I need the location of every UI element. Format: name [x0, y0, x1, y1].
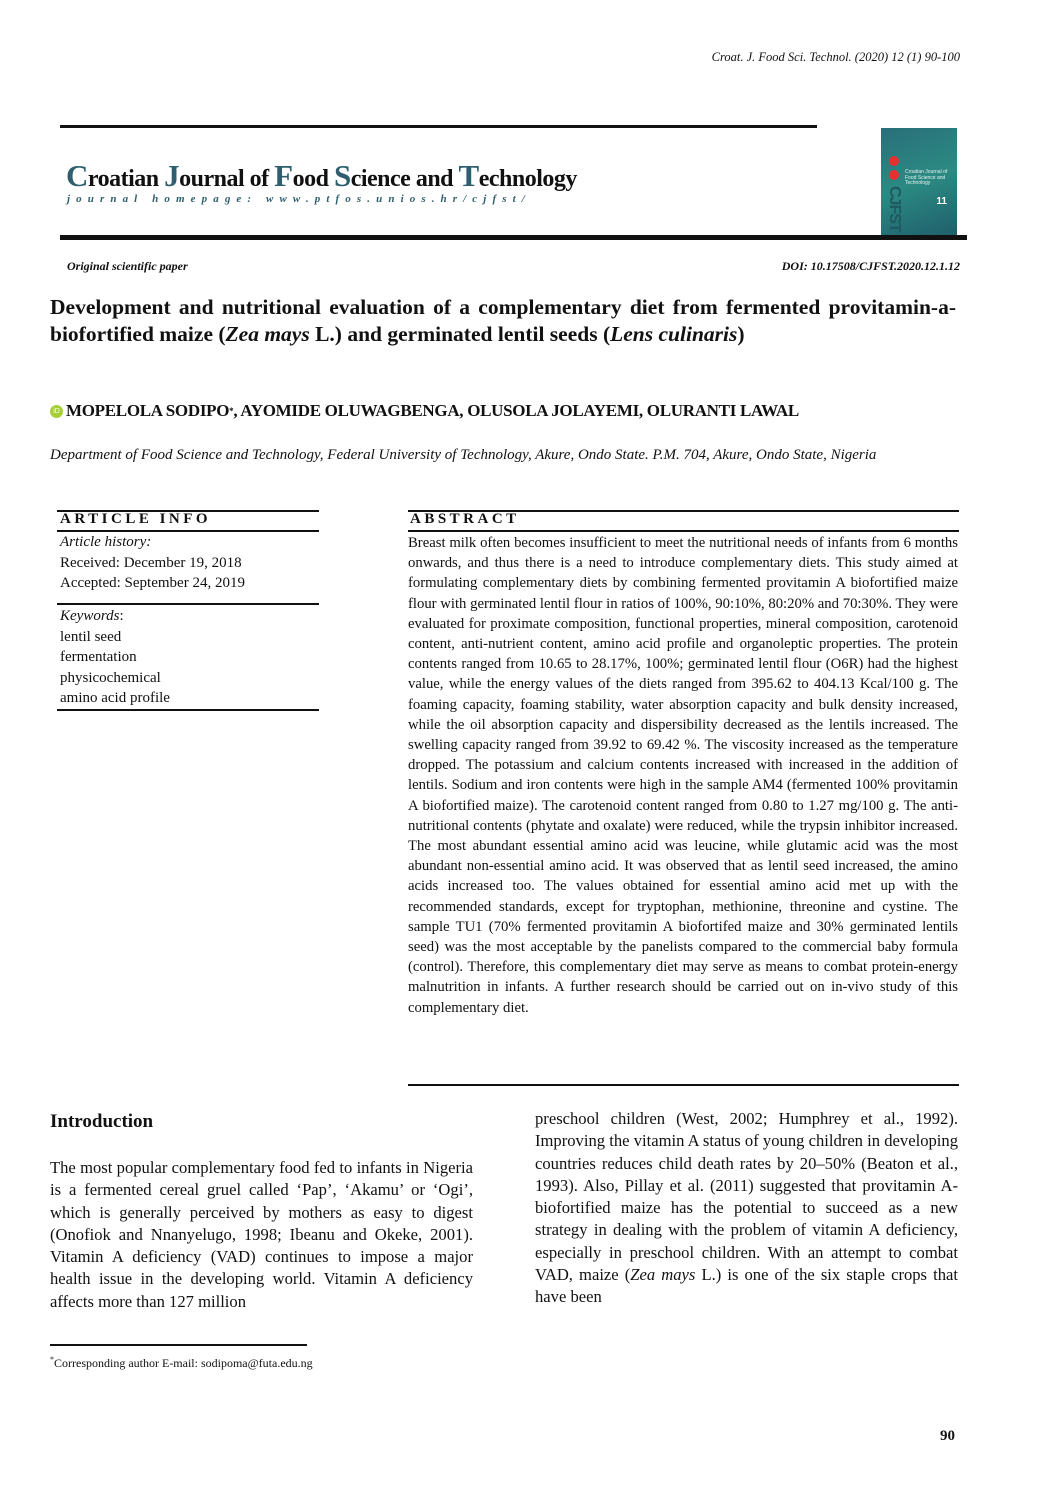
intro-left-column: The most popular complementary food fed to infants in Nigeria is a fermented cereal gruel called ‘Pap’, ‘Akamu’ or ‘Ogi’, which is generally perceived by mothers as easy to digest (Onofiok and Nnanyelugo, 1998; Ibeanu and Okeke, 2001). Vitamin A deficiency (VAD) continues to impose a major health issue in the developing world. Vitamin A deficiency affects more than 127 million — [50, 1158, 473, 1311]
received-date: Received: December 19, 2018 — [60, 554, 242, 571]
history-rule — [57, 603, 319, 605]
introduction-heading: Introduction — [50, 1111, 154, 1132]
abstract-bottom-rule — [408, 1084, 959, 1086]
keywords-label: Keywords: — [60, 608, 124, 624]
corresponding-mark: * — [229, 406, 234, 416]
footnote-rule — [50, 1344, 307, 1346]
accepted-date: Accepted: September 24, 2019 — [60, 575, 245, 591]
article-info-heading: ARTICLE INFO — [60, 511, 212, 527]
cover-label: Croatian Journal of Food Science and Technology — [905, 169, 948, 186]
keywords-rule — [57, 709, 319, 711]
running-head: Croat. J. Food Sci. Technol. (2020) 12 (1) 90-100 — [711, 50, 960, 64]
cover-dot-icon — [889, 156, 899, 166]
author-list — [50, 401, 799, 421]
journal-title: Croatian Journal of Food Science and Technology — [66, 158, 577, 193]
journal-homepage-link[interactable]: journal homepage: www.ptfos.unios.hr/cjfst/ — [67, 193, 531, 205]
co-authors: , AYOMIDE OLUWAGBENGA, OLUSOLA JOLAYEMI, OLURANTI LAWAL — [233, 401, 799, 420]
journal-cover-image — [881, 128, 957, 235]
paper-type: Original scientific paper — [67, 259, 188, 273]
orcid-icon[interactable]: iD — [50, 405, 63, 418]
footnote: *Corresponding author E-mail: sodipoma@futa.edu.ng — [50, 1355, 313, 1370]
article-history — [60, 532, 245, 594]
abstract-heading: ABSTRACT — [410, 511, 520, 527]
header-divider — [60, 235, 967, 240]
abstract-body: Breast milk often becomes insufficient to meet the nutritional needs of infants from 6 months onwards, and thus there is a need to introduce complementary diets. This study aimed at formulating complementary diets by combining fermented provitamin A biofortified maize flour with germinated lentil flour in ratios of 100%, 90:10%, 80:20% and 70:30%. They were evaluated for proximate composition, functional properties, mineral composition, carotenoid content, anti-nutrient content, amino acid profile and organoleptic properties. The protein contents ranged from 10.65 to 28.17%, 100%; germinated lentil flour (O6R) had the highest value, while the energy values of the diets ranged from 395.62 to 404.13 Kcal/100 g. The foaming capacity, foaming stability, water absorption capacity and bulk density increased, while the oil absorption capacity and dispersibility decreased as the lentils increased. The swelling capacity ranged from 39.92 to 69.42 %. The viscosity increased as the temperature dropped. The potassium and calcium contents increased with increased in the addition of lentils. Sodium and iron contents were high in the sample AM4 (fermented 100% provitamin A biofortified maize). The carotenoid content ranged from 0.80 to 1.27 mg/100 g. The anti-nutritional contents (phytate and oxalate) were reduced, while the trypsin inhibitor increased. The most abundant essential amino acid was leucine, while glutamic acid was the most abundant non-essential amino acid. It was observed that as lentil seed increased, the amino acids increased too. The values obtained for essential amino acid met up with the recommended standards, except for tryptophan, methionine, threonine and cystine. The sample TU1 (70% fermented provitamin A biofortifed maize and 30% germinated lentils seed) was the most acceptable by the panelists compared to the commercial baby formula (control). Therefore, this complementary diet may serve as means to combat protein-energy malnutrition in infants. A further research should be carried out on in-vivo study of this complementary diet. — [408, 535, 958, 1016]
keyword: lentil seed — [60, 628, 122, 645]
corresponding-author: MOPELOLA SODIPO — [66, 401, 230, 420]
keyword: physicochemical — [60, 669, 161, 686]
keyword: fermentation — [60, 649, 137, 665]
abstract-rule — [408, 530, 959, 532]
cover-acronym: CJFST — [886, 186, 903, 232]
article-title: Development and nutritional evaluation of a complementary diet from fermented provitamin-a-biofortified maize (Zea mays L.) and germinated lentil seeds (Lens culinaris) — [50, 295, 956, 346]
intro-right-column: preschool children (West, 2002; Humphrey et al., 1992). Improving the vitamin A status of young children in developing countries reduces child death rates by 20–50% (Beaton et al., 1993). Also, Pillay et al. (2011) suggested that provitamin A- biofortified maize has the potential to succeed as a new strategy in dealing with the problem of vitamin A deficiency, especially in preschool children. With an attempt to combat VAD, maize (Zea mays L.) is one of the six staple crops that have been — [535, 1109, 958, 1307]
doi-link[interactable]: DOI: 10.17508/CJFST.2020.12.1.12 — [781, 259, 960, 273]
cover-dot-icon — [889, 170, 899, 180]
affiliation: Department of Food Science and Technology, Federal University of Technology, Akure, Ondo State. P.M. 704, Akure, Ondo State, Nigeria — [50, 447, 877, 463]
keyword: amino acid profile — [60, 690, 170, 706]
cover-issue: 11 — [936, 196, 947, 207]
keywords — [60, 606, 170, 709]
header-rule — [60, 125, 817, 128]
page-number: 90 — [940, 1428, 955, 1444]
history-label: Article history: — [60, 534, 152, 550]
